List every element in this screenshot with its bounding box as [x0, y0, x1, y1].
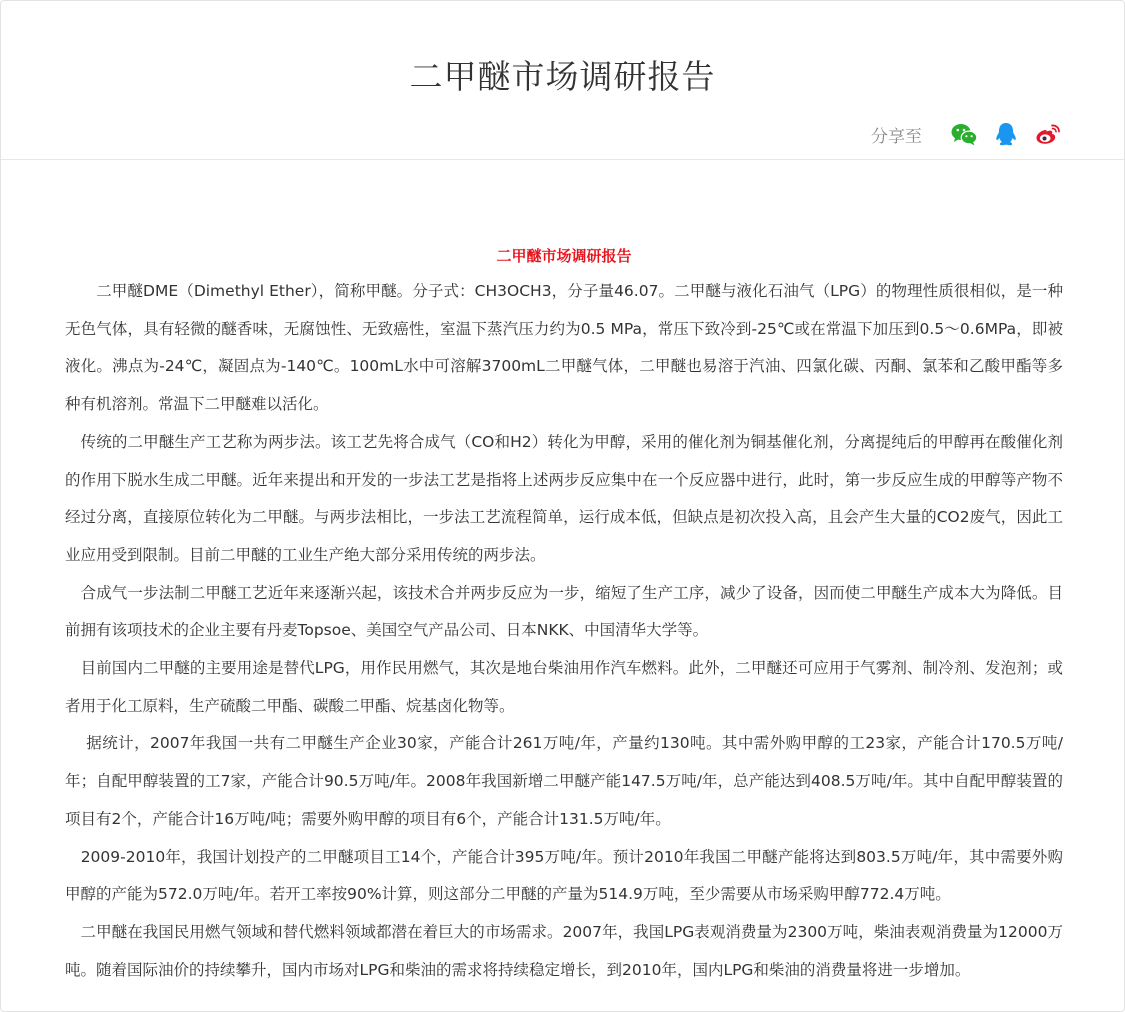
- page-title: 二甲醚市场调研报告: [409, 57, 716, 96]
- wechat-icon[interactable]: [950, 121, 978, 147]
- qq-icon[interactable]: [992, 121, 1020, 147]
- paragraph: 2009-2010年，我国计划投产的二甲醚项目工14个，产能合计395万吨/年。预计2010年我国二甲醚产能将达到803.5万吨/年，其中需要外购甲醇的产能为572.0万吨/年。若开工率按90%计算，则这部分二甲醚的产量为514.9万吨，至少需要从市场采购甲醇772.4万吨。: [65, 847, 1063, 904]
- paragraph: 二甲醚DME（Dimethyl Ether），简称甲醚。分子式：CH3OCH3，分子量46.07。二甲醚与液化石油气（LPG）的物理性质很相似，是一种无色气体，具有轻微的醚香味，无腐蚀性、无致癌性，室温下蒸汽压力约为0.5 MPa，常压下致冷到-25℃或在常温下加压到0.5～0.6MPa，即被液化。沸点为-24℃，凝固点为-140℃。100mL水中可溶解3700mL二甲醚气体，二甲醚也易溶于汽油、四氯化碳、丙酮、氯苯和乙酸甲酯等多种有机溶剂。常温下二甲醚难以活化。: [65, 282, 1063, 414]
- paragraph: 据统计，2007年我国一共有二甲醚生产企业30家，产能合计261万吨/年，产量约130吨。其中需外购甲醇的工23家，产能合计170.5万吨/年；自配甲醇装置的工7家，产能合计90.5万吨/年。2008年我国新增二甲醚产能147.5万吨/年，总产能达到408.5万吨/年。其中自配甲醇装置的项目有2个，产能合计16万吨/吨；需要外购甲醇的项目有6个，产能合计131.5万吨/年。: [65, 734, 1063, 828]
- share-bar: [871, 121, 1062, 147]
- share-label: 分享至: [871, 126, 922, 147]
- paragraph: 合成气一步法制二甲醚工艺近年来逐渐兴起，该技术合并两步反应为一步，缩短了生产工序，减少了设备，因而使二甲醚生产成本大为降低。目前拥有该项技术的企业主要有丹麦Topsoe、美国空气产品公司、日本NKK、中国清华大学等。: [65, 583, 1063, 640]
- weibo-icon[interactable]: [1034, 121, 1062, 147]
- article-title: 二甲醚市场调研报告: [496, 247, 632, 265]
- page-header: [1, 1, 1124, 160]
- paragraph: 传统的二甲醚生产工艺称为两步法。该工艺先将合成气（CO和H2）转化为甲醇，采用的催化剂为铜基催化剂，分离提纯后的甲醇再在酸催化剂的作用下脱水生成二甲醚。近年来提出和开发的一步法工艺是指将上述两步反应集中在一个反应器中进行，此时，第一步反应生成的甲醇等产物不经过分离，直接原位转化为二甲醚。与两步法相比，一步法工艺流程简单，运行成本低，但缺点是初次投入高，且会产生大量的CO2废气，因此工业应用受到限制。目前二甲醚的工业生产绝大部分采用传统的两步法。: [65, 432, 1063, 564]
- paragraph: 目前国内二甲醚的主要用途是替代LPG，用作民用燃气，其次是地台柴油用作汽车燃料。此外，二甲醚还可应用于气雾剂、制冷剂、发泡剂；或者用于化工原料，生产硫酸二甲酯、碳酸二甲酯、烷基卤化物等。: [65, 659, 1063, 715]
- paragraph: 二甲醚在我国民用燃气领域和替代燃料领域都潜在着巨大的市场需求。2007年，我国LPG表观消费量为2300万吨，柴油表观消费量为12000万吨。随着国际油价的持续攀升，国内市场对LPG和柴油的需求将持续稳定增长，到2010年，国内LPG和柴油的消费量将进一步增加。: [65, 922, 1063, 979]
- article-body: [65, 241, 1063, 989]
